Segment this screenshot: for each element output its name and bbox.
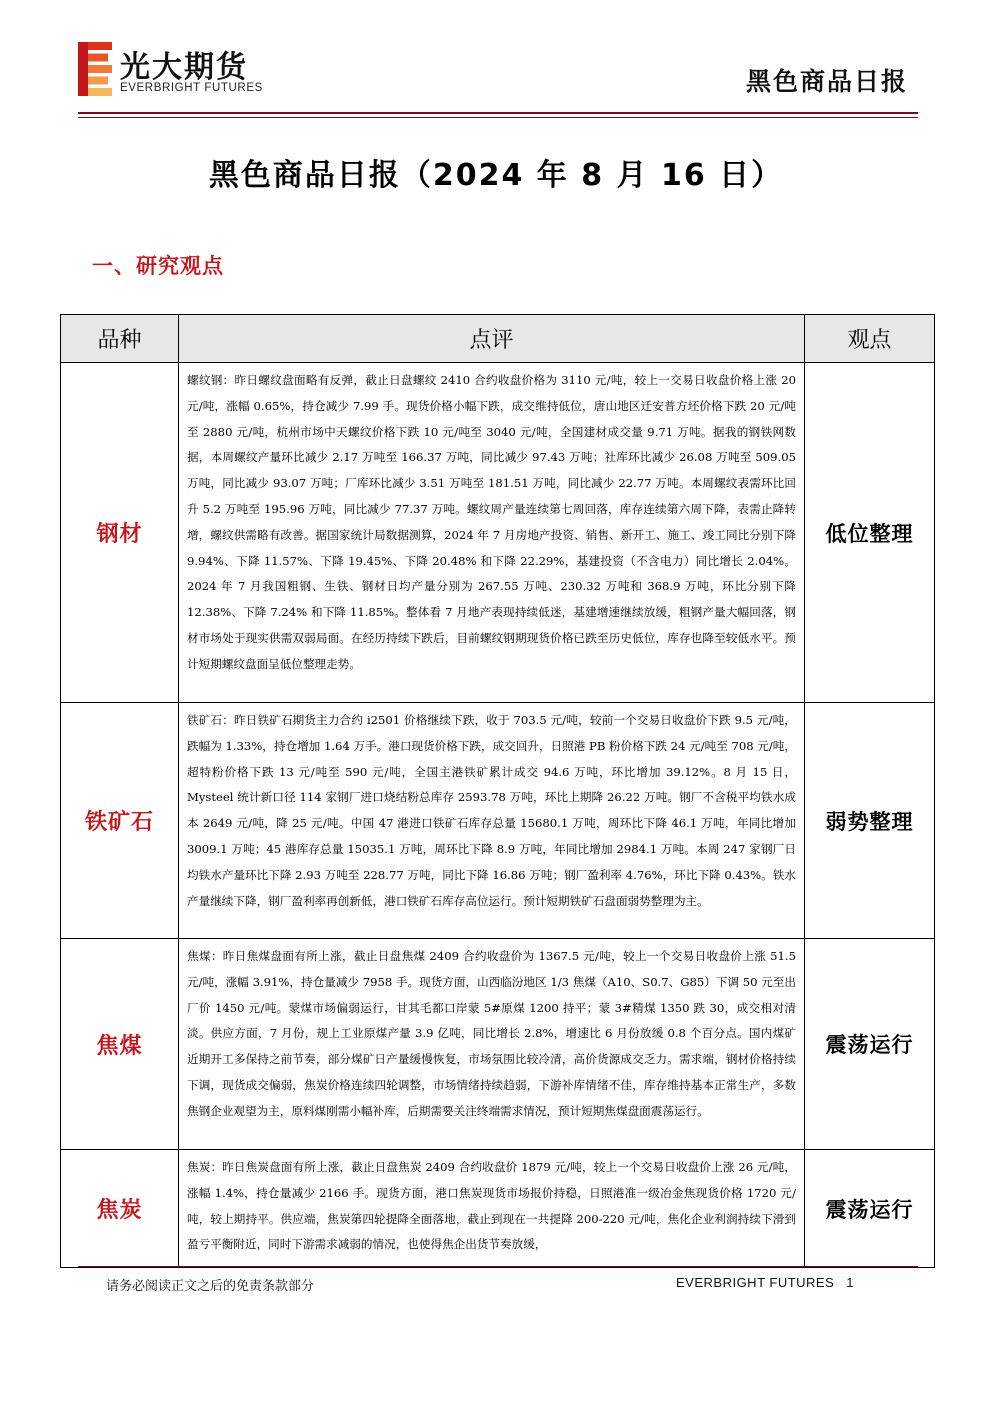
footer-brand-name: EVERBRIGHT FUTURES — [676, 1275, 835, 1290]
everbright-logo-icon — [78, 42, 112, 96]
header-comment: 点评 — [179, 315, 805, 363]
logo-text-cn: 光大期货 — [120, 50, 248, 85]
header-view: 观点 — [805, 315, 935, 363]
section-heading: 一、研究观点 — [92, 254, 224, 278]
logo-text-en: EVERBRIGHT FUTURES — [120, 82, 263, 94]
header-divider — [78, 112, 918, 118]
view-cell: 震荡运行 — [805, 939, 935, 1150]
table-row — [61, 1150, 935, 1268]
page-header — [78, 40, 918, 120]
comment-text: 焦炭：昨日焦炭盘面有所上涨，截止日盘焦炭 2409 合约收盘价 1879 元/吨，较上一个交易日收盘价上涨 26 元/吨，涨幅 1.4%，持仓量减少 2166 手。现货方面，港口焦炭现货市场报价持稳，日照港准一级冶金焦现货价格 1720 元/吨，较上期持平。供应端，焦炭第四轮提降全面落地，截止到现在一共提降 200-220 元/吨，焦化企业利润持续下滑到盈亏平衡附近，同时下游需求减弱的情况，也使得焦企出货节奏放缓， — [187, 1160, 796, 1252]
view-cell: 震荡运行 — [805, 1150, 935, 1268]
header-variety: 品种 — [61, 315, 179, 363]
view-cell: 弱势整理 — [805, 703, 935, 939]
comment-cell: 铁矿石：昨日铁矿石期货主力合约 i2501 价格继续下跌，收于 703.5 元/吨，较前一个交易日收盘价下跌 9.5 元/吨，跌幅为 1.33%，持仓增加 1.64 万手。港口现货价格下跌，成交回升，日照港 PB 粉价格下跌 24 元/吨至 708 元/吨，超特粉价格下跌 13 元/吨至 590 元/吨，全国主港铁矿累计成交 94.6 万吨，环比增加 39.12%。8 月 15 日，Mysteel 统计新口径 114 家钢厂进口烧结粉总库存 2593.78 万吨，环比上期降 26.22 万吨。钢厂不含税平均铁水成本 2649 元/吨，降 25 元/吨。中国 47 港进口铁矿石库存总量 15680.1 万吨，周环比下降 46.1 万吨，年同比增加 3009.1 万吨；45 港库存总量 15035.1 万吨，周环比下降 8.9 万吨，年同比增加 2984.1 万吨。本周 247 家钢厂日均铁水产量环比下降 2.93 万吨至 228.77 万吨，同比下降 16.86 万吨；钢厂盈利率 4.76%，环比下降 0.43%。铁水产量继续下降，钢厂盈利率再创新低，港口铁矿石库存高位运行。预计短期铁矿石盘面弱势整理为主。 — [179, 703, 805, 939]
table-row — [61, 703, 935, 939]
variety-cell: 钢材 — [61, 363, 179, 703]
logo — [78, 40, 338, 100]
document-title: 黑色商品日报（2024 年 8 月 16 日） — [208, 158, 784, 193]
research-view-table — [60, 314, 935, 1268]
view-cell: 低位整理 — [805, 363, 935, 703]
comment-cell: 焦煤：昨日焦煤盘面有所上涨，截止日盘焦煤 2409 合约收盘价为 1367.5 元/吨，较上一个交易日收盘价上涨 51.5 元/吨，涨幅 3.91%，持仓量减少 7958 手。现货方面，山西临汾地区 1/3 焦煤（A10、S0.7、G85）下调 50 元至出厂价 1450 元/吨。蒙煤市场偏弱运行，甘其毛都口岸蒙 5#原煤 1200 持平；蒙 3#精煤 1350 跌 30，成交相对清淡。供应方面，7 月份，规上工业原煤产量 3.9 亿吨，同比增长 2.8%，增速比 6 月份放缓 0.8 个百分点。国内煤矿近期开工多保持之前节奏，部分煤矿日产量缓慢恢复，市场氛围比较冷清，高价货源成交乏力。需求端，钢材价格持续下调，现货成交偏弱，焦炭价格连续四轮调整，市场情绪持续趋弱，下游补库情绪不佳，库存维持基本正常生产，多数焦钢企业观望为主，原料煤刚需小幅补库，后期需要关注终端需求情况，预计短期焦煤盘面震荡运行。 — [179, 939, 805, 1150]
comment-cell — [179, 1150, 805, 1268]
table-row — [61, 363, 935, 703]
footer-divider — [78, 1266, 918, 1267]
variety-cell: 焦煤 — [61, 939, 179, 1150]
page-number: 1 — [846, 1275, 855, 1290]
variety-cell: 焦炭 — [61, 1150, 179, 1268]
comment-cell: 螺纹钢：昨日螺纹盘面略有反弹，截止日盘螺纹 2410 合约收盘价格为 3110 元/吨，较上一交易日收盘价格上涨 20 元/吨，涨幅 0.65%，持仓减少 7.99 手。现货价格小幅下跌，成交维持低位，唐山地区迁安普方坯价格下跌 20 元/吨至 2880 元/吨，杭州市场中天螺纹价格下跌 10 元/吨至 3040 元/吨，全国建材成交量 9.71 万吨。据我的钢铁网数据，本周螺纹产量环比减少 2.17 万吨至 166.37 万吨，同比减少 97.43 万吨；社库环比减少 26.08 万吨至 509.05 万吨，同比减少 93.07 万吨；厂库环比减少 3.51 万吨至 181.51 万吨，同比减少 22.77 万吨。本周螺纹表需环比回升 5.2 万吨至 195.96 万吨，同比减少 77.37 万吨。螺纹周产量连续第七周回落，库存连续第六周下降，表需止降转增，螺纹供需略有改善。据国家统计局数据测算，2024 年 7 月房地产投资、销售、新开工、施工、竣工同比分别下降 9.94%、下降 11.57%、下降 19.45%、下降 20.48% 和下降 22.29%，基建投资（不含电力）同比增长 2.04%。2024 年 7 月我国粗钢、生铁、钢材日均产量分别为 267.55 万吨、230.32 万吨和 368.9 万吨，环比分别下降 12.38%、下降 7.24% 和下降 11.85%。整体看 7 月地产表现持续低迷，基建增速继续放缓，粗钢产量大幅回落，钢材市场处于现实供需双弱局面。在经历持续下跌后，目前螺纹钢期现货价格已跌至历史低位，库存也降至较低水平。预计短期螺纹盘面呈低位整理走势。 — [179, 363, 805, 703]
table-row — [61, 939, 935, 1150]
variety-cell: 铁矿石 — [61, 703, 179, 939]
footer-disclaimer: 请务必阅读正文之后的免责条款部分 — [106, 1279, 315, 1294]
header-report-title: 黑色商品日报 — [745, 67, 908, 96]
table-header-row — [61, 315, 935, 363]
footer-brand — [676, 1275, 854, 1290]
